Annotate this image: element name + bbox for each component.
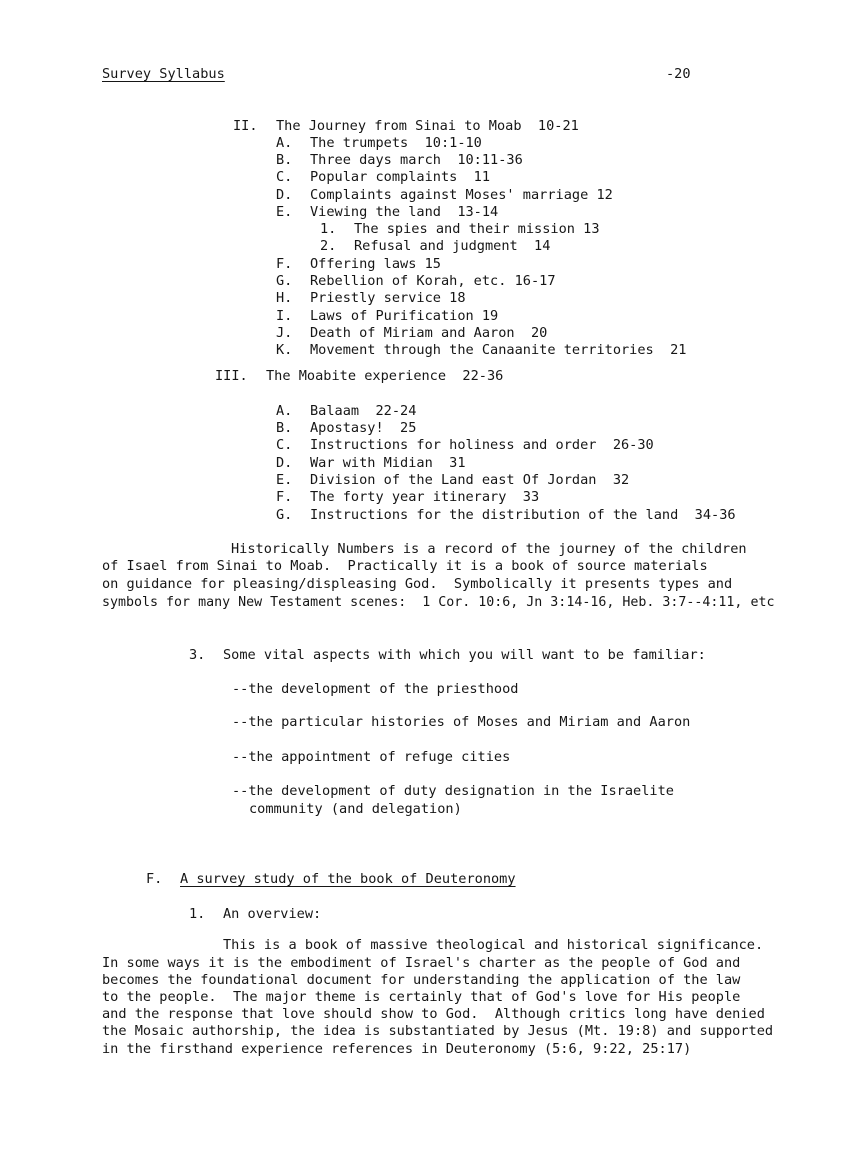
outline-letter: F. bbox=[276, 256, 293, 272]
paragraph-line: to the people. The major theme is certainly that of God's love for His people bbox=[102, 989, 741, 1005]
section-f-letter: F. bbox=[146, 871, 163, 887]
outline-item: War with Midian 31 bbox=[310, 455, 466, 471]
outline-letter: E. bbox=[276, 472, 293, 488]
outline-item: Rebellion of Korah, etc. 16-17 bbox=[310, 273, 556, 289]
outline-item: Death of Miriam and Aaron 20 bbox=[310, 325, 548, 341]
outline-letter: G. bbox=[276, 507, 293, 523]
outline-subnumber: 2. bbox=[320, 238, 337, 254]
paragraph-line: the Mosaic authorship, the idea is substantiated by Jesus (Mt. 19:8) and supported bbox=[102, 1023, 774, 1039]
outline-letter: C. bbox=[276, 169, 293, 185]
section-f-heading: A survey study of the book of Deuteronomy bbox=[180, 871, 516, 887]
paragraph-line: In some ways it is the embodiment of Israel's charter as the people of God and bbox=[102, 955, 741, 971]
outline-subitem: The spies and their mission 13 bbox=[354, 221, 600, 237]
outline-item: Offering laws 15 bbox=[310, 256, 441, 272]
outline-letter: A. bbox=[276, 135, 293, 151]
paragraph-line: becomes the foundational document for understanding the application of the law bbox=[102, 972, 741, 988]
outline-item: Complaints against Moses' marriage 12 bbox=[310, 187, 613, 203]
outline-item: Viewing the land 13-14 bbox=[310, 204, 499, 220]
paragraph-line: and the response that love should show to God. Although critics long have denied bbox=[102, 1006, 765, 1022]
outline-letter: A. bbox=[276, 403, 293, 419]
outline-item: Apostasy! 25 bbox=[310, 420, 417, 436]
outline-item: Instructions for holiness and order 26-30 bbox=[310, 437, 654, 453]
outline-letter: I. bbox=[276, 308, 293, 324]
list-item: --the development of the priesthood bbox=[232, 681, 519, 697]
list-item-continuation: community (and delegation) bbox=[249, 801, 462, 817]
overview-label: An overview: bbox=[223, 906, 322, 922]
section-iii-heading: The Moabite experience 22-36 bbox=[266, 368, 504, 384]
outline-letter: F. bbox=[276, 489, 293, 505]
outline-letter: C. bbox=[276, 437, 293, 453]
outline-item: Division of the Land east Of Jordan 32 bbox=[310, 472, 630, 488]
vital-aspects-number: 3. bbox=[189, 647, 206, 663]
outline-item: Three days march 10:11-36 bbox=[310, 152, 523, 168]
paragraph-line: Historically Numbers is a record of the journey of the children bbox=[231, 541, 747, 557]
list-item: --the development of duty designation in the Israelite bbox=[232, 783, 674, 799]
outline-letter: K. bbox=[276, 342, 293, 358]
outline-letter: D. bbox=[276, 455, 293, 471]
outline-item: Instructions for the distribution of the land 34-36 bbox=[310, 507, 736, 523]
outline-letter: G. bbox=[276, 273, 293, 289]
outline-item: Priestly service 18 bbox=[310, 290, 466, 306]
outline-item: Laws of Purification 19 bbox=[310, 308, 499, 324]
outline-letter: E. bbox=[276, 204, 293, 220]
outline-item: Popular complaints 11 bbox=[310, 169, 491, 185]
outline-letter: H. bbox=[276, 290, 293, 306]
list-item: --the appointment of refuge cities bbox=[232, 749, 511, 765]
outline-letter: J. bbox=[276, 325, 293, 341]
paragraph-line: of Isael from Sinai to Moab. Practically it is a book of source materials bbox=[102, 558, 708, 574]
vital-aspects-intro: Some vital aspects with which you will want to be familiar: bbox=[223, 647, 706, 663]
paragraph-line: This is a book of massive theological and historical significance. bbox=[223, 937, 764, 953]
outline-item: The forty year itinerary 33 bbox=[310, 489, 540, 505]
paragraph-line: on guidance for pleasing/displeasing God. Symbolically it presents types and bbox=[102, 576, 733, 592]
paragraph-line: in the firsthand experience references in Deuteronomy (5:6, 9:22, 25:17) bbox=[102, 1041, 692, 1057]
outline-item: Movement through the Canaanite territories 21 bbox=[310, 342, 687, 358]
list-item: --the particular histories of Moses and Miriam and Aaron bbox=[232, 714, 691, 730]
section-ii-numeral: II. bbox=[233, 118, 258, 134]
running-header-title: Survey Syllabus bbox=[102, 66, 225, 82]
outline-letter: B. bbox=[276, 420, 293, 436]
section-iii-numeral: III. bbox=[215, 368, 248, 384]
section-ii-heading: The Journey from Sinai to Moab 10-21 bbox=[276, 118, 579, 134]
outline-letter: B. bbox=[276, 152, 293, 168]
outline-subnumber: 1. bbox=[320, 221, 337, 237]
page-number: -20 bbox=[666, 66, 691, 82]
outline-subitem: Refusal and judgment 14 bbox=[354, 238, 551, 254]
overview-number: 1. bbox=[189, 906, 206, 922]
outline-item: Balaam 22-24 bbox=[310, 403, 417, 419]
outline-item: The trumpets 10:1-10 bbox=[310, 135, 482, 151]
outline-letter: D. bbox=[276, 187, 293, 203]
paragraph-line: symbols for many New Testament scenes: 1 Cor. 10:6, Jn 3:14-16, Heb. 3:7--4:11, etc bbox=[102, 595, 775, 610]
